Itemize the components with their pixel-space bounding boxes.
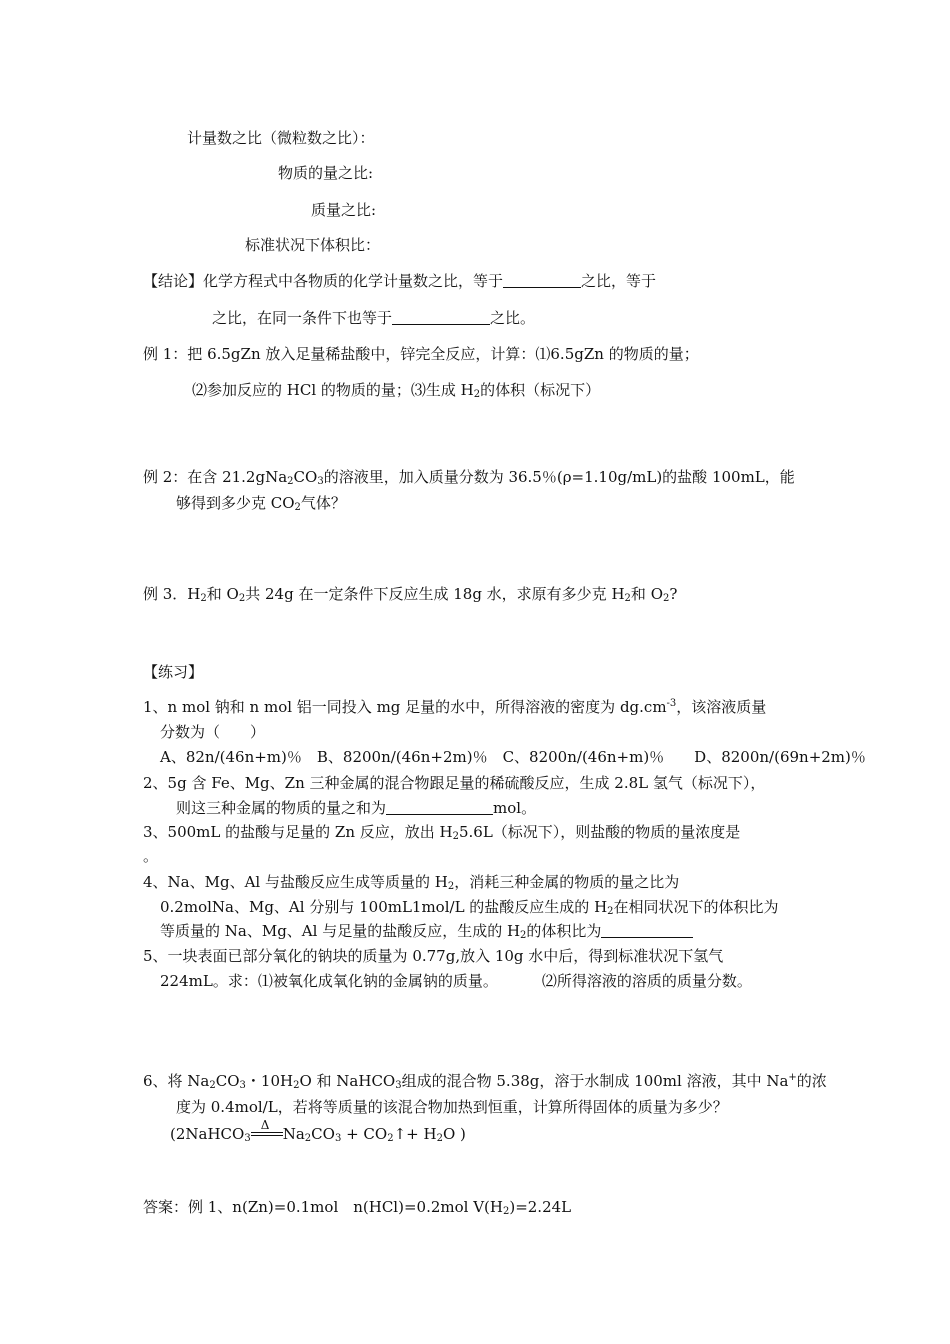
subscript: 2 (387, 1133, 394, 1144)
ratio-moles-label: 物质的量之比: (278, 164, 374, 182)
equation-text: O ) (442, 1125, 466, 1143)
question-6-line-1 (143, 1071, 827, 1091)
example-2-text: 的溶液里，加入质量分数为 36.5％(ρ=1.10g/mL)的盐酸 100mL，能 (323, 468, 795, 486)
question-6-text: 6、将 Na (143, 1072, 210, 1090)
subscript: 2 (520, 930, 527, 941)
answer-blank[interactable] (386, 800, 493, 815)
question-5-part-1: 224mL。求：⑴被氧化成氧化钠的金属钠的质量。 (160, 972, 498, 990)
question-1-line-2: 分数为（ ） (160, 723, 266, 741)
subscript: 3 (395, 1080, 402, 1091)
ratio-volume-label: 标准状况下体积比： (245, 236, 381, 254)
answer-line (143, 1197, 571, 1217)
superscript: + (788, 1072, 797, 1083)
subscript: 2 (624, 593, 631, 604)
question-1-text: 1、n mol 钠和 n mol 铝一同投入 mg 足量的水中，所得溶液的密度为 dg.cm (143, 698, 667, 716)
question-5-part-2: ⑵所得溶液的溶质的质量分数。 (541, 972, 752, 990)
subscript: 3 (239, 1080, 246, 1091)
equation-text: CO (311, 1125, 335, 1143)
practice-heading: 【练习】 (143, 663, 204, 681)
question-6-text: CO (215, 1072, 240, 1090)
example-1-text: 的体积（标况下） (480, 381, 601, 399)
equation-text: + CO (341, 1125, 388, 1143)
equation-text: (2NaHCO (170, 1125, 245, 1143)
conclusion-text-d: 之比。 (490, 309, 536, 327)
heat-symbol: Δ (260, 1118, 270, 1132)
question-6-text: O 和 NaHCO (299, 1072, 396, 1090)
question-2-text: 则这三种金属的物质的量之和为 (176, 799, 387, 817)
question-6-line-2: 度为 0.4mol/L，若将等质量的该混合物加热到恒重，计算所得固体的质量为多少？ (176, 1098, 728, 1116)
question-1-options: A、82n/(46n+m)％ B、8200n/(46n+2m)％ C、8200n/(46n+m)％ D、8200n/(69n+2m)％ (160, 748, 866, 766)
question-3-line-1 (143, 822, 740, 842)
question-6-text: 组成的混合物 5.38g，溶于水制成 100ml 溶液，其中 Na (401, 1072, 789, 1090)
answer-blank[interactable] (601, 923, 693, 938)
question-3-text: 3、500mL 的盐酸与足量的 Zn 反应，放出 H (143, 823, 453, 841)
subscript: 2 (473, 389, 481, 400)
subscript: 3 (244, 1133, 251, 1144)
question-3-line-2: 。 (143, 847, 159, 865)
subscript: 2 (304, 1133, 312, 1144)
answer-blank[interactable] (392, 310, 490, 325)
example-2-text: CO (293, 468, 318, 486)
question-4-text: 0.2molNa、Mg、Al 分别与 100mL1mol/L 的盐酸反应生成的 H (160, 898, 608, 916)
example-2-text: 气体？ (300, 494, 346, 512)
conclusion-text-c: 之比，在同一条件下也等于 (212, 309, 393, 327)
question-6-text: 的浓 (796, 1072, 827, 1090)
ratio-mass-label: 质量之比: (311, 201, 377, 219)
question-4-line-3 (160, 921, 693, 941)
example-3-text: 例 3．H (143, 585, 201, 603)
subscript: 2 (209, 1080, 216, 1091)
example-2-text: 例 2：在含 21.2gNa (143, 468, 288, 486)
subscript: 2 (294, 502, 301, 513)
subscript: 3 (317, 476, 324, 487)
question-5-line-2 (160, 971, 752, 991)
question-2-text: mol。 (493, 799, 537, 817)
example-3-text: 共 24g 在一定条件下反应生成 18g 水，求原有多少克 H (245, 585, 625, 603)
subscript: 2 (200, 593, 207, 604)
superscript: -3 (666, 698, 677, 709)
question-6-text: ・10H (245, 1072, 294, 1090)
question-1-text: ，该溶液质量 (676, 698, 767, 716)
subscript: 2 (663, 593, 670, 604)
question-6-equation (170, 1118, 466, 1144)
example-2-line-2 (176, 493, 346, 513)
subscript: 2 (436, 1133, 443, 1144)
example-1-line-1: 例 1：把 6.5gZn 放入足量稀盐酸中，锌完全反应，计算：⑴6.5gZn 的物质的量； (143, 345, 699, 363)
example-3-text: 和 O (206, 585, 239, 603)
subscript: 2 (238, 593, 246, 604)
example-2-text: 够得到多少克 CO (176, 494, 295, 512)
conclusion-line-1 (143, 271, 656, 291)
equation-text: Na (282, 1125, 305, 1143)
subscript: 2 (293, 1080, 300, 1091)
subscript: 2 (502, 1206, 510, 1217)
question-5-line-1: 5、一块表面已部分氧化的钠块的质量为 0.77g,放入 10g 水中后，得到标准状况下氢气 (143, 947, 724, 965)
subscript: 2 (447, 881, 455, 892)
example-1-line-2 (192, 380, 600, 400)
subscript: 3 (334, 1133, 342, 1144)
example-3-line (143, 584, 677, 604)
question-4-text: 的体积比为 (526, 922, 602, 940)
subscript: 2 (287, 476, 294, 487)
subscript: 2 (607, 906, 614, 917)
question-1-line-1 (143, 697, 766, 717)
heating-equals-icon (251, 1118, 283, 1140)
question-4-text: ，消耗三种金属的物质的量之比为 (454, 873, 680, 891)
example-3-text: ? (669, 585, 678, 603)
example-3-text: 和 O (630, 585, 663, 603)
conclusion-line-2 (212, 308, 535, 328)
conclusion-text-b: 之比，等于 (581, 272, 657, 290)
question-4-line-2 (160, 897, 779, 917)
answer-text: )=2.24L (509, 1198, 572, 1216)
example-1-text: ⑵参加反应的 HCl 的物质的量；⑶生成 H (192, 381, 474, 399)
question-4-line-1 (143, 872, 679, 892)
conclusion-text-a: 【结论】化学方程式中各物质的化学计量数之比，等于 (143, 272, 504, 290)
question-4-text: 在相同状况下的体积比为 (613, 898, 779, 916)
answer-text: 答案：例 1、n(Zn)=0.1mol n(HCl)=0.2mol V(H (143, 1198, 503, 1216)
answer-blank[interactable] (503, 273, 581, 288)
question-2-line-1: 2、5g 含 Fe、Mg、Zn 三种金属的混合物跟足量的稀硫酸反应，生成 2.8L 氢气（标况下）， (143, 774, 766, 792)
example-2-line-1 (143, 467, 795, 487)
ratio-coefficient-label: 计量数之比（微粒数之比）： (187, 129, 375, 147)
question-4-text: 4、Na、Mg、Al 与盐酸反应生成等质量的 H (143, 873, 448, 891)
equation-text: ↑+ H (393, 1125, 437, 1143)
subscript: 2 (452, 831, 459, 842)
question-3-text: 5.6L（标况下），则盐酸的物质的量浓度是 (458, 823, 741, 841)
question-2-line-2 (176, 798, 536, 818)
question-4-text: 等质量的 Na、Mg、Al 与足量的盐酸反应，生成的 H (160, 922, 521, 940)
